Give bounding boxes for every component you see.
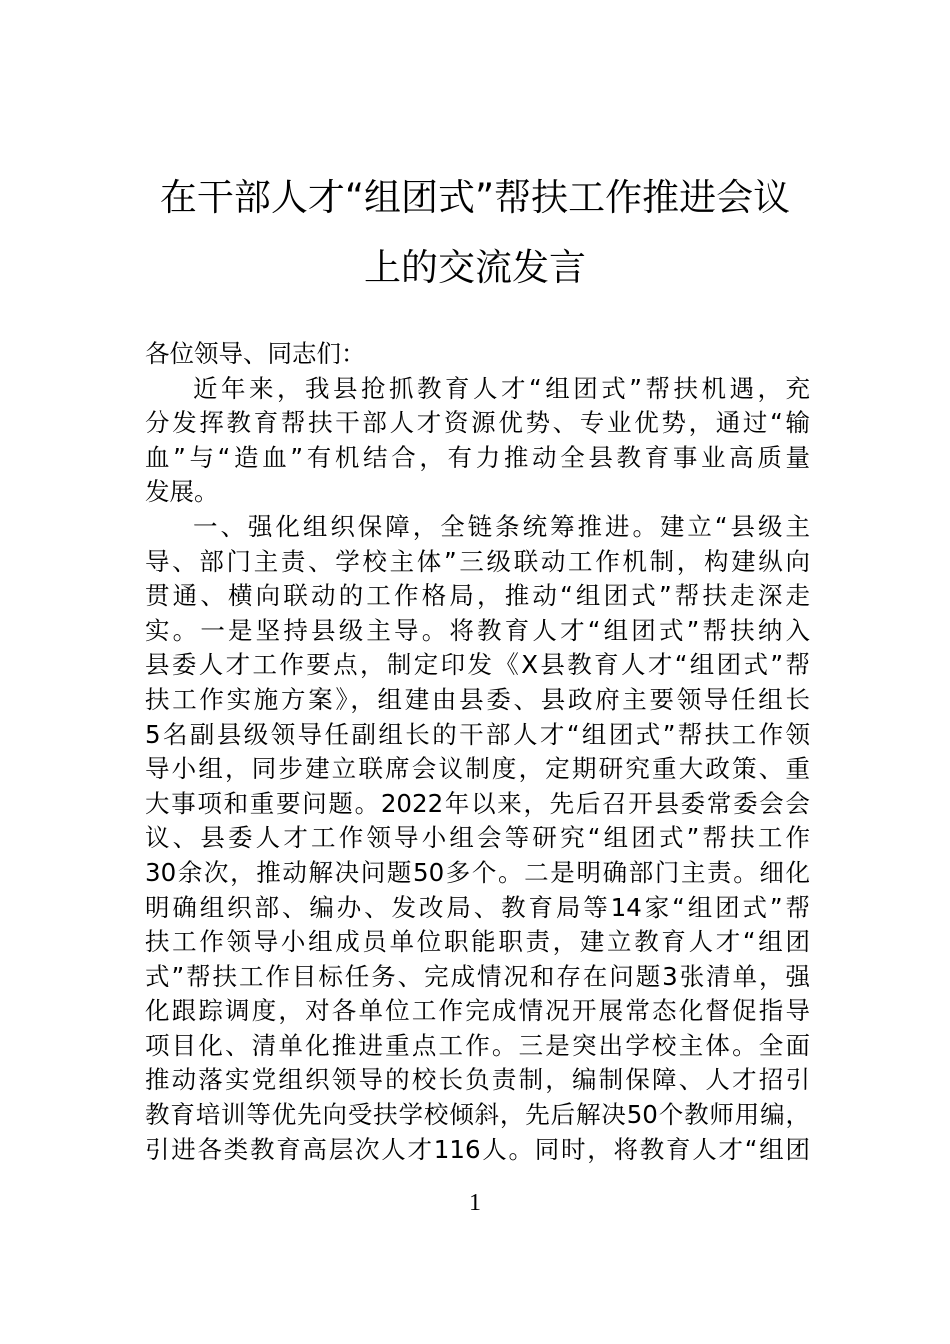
body-line: 大事项和重要问题。2022年以来，先后召开县委常委会会 [145, 788, 810, 818]
body-line: 贯通、横向联动的工作格局，推动“组团式”帮扶走深走 [145, 581, 810, 611]
section-heading-line: 一、强化组织保障，全链条统筹推进。建立“县级主 [193, 511, 810, 541]
body-line: 扶工作实施方案》，组建由县委、县政府主要领导任组长 [145, 684, 810, 714]
body-line: 议、县委人才工作领导小组会等研究“组团式”帮扶工作 [145, 823, 810, 853]
body-line: 导小组，同步建立联席会议制度，定期研究重大政策、重 [145, 754, 810, 784]
body-line: 引进各类教育高层次人才116人。同时，将教育人才“组团 [145, 1134, 810, 1164]
body-line: 5名副县级领导任副组长的干部人才“组团式”帮扶工作领 [145, 719, 810, 749]
body-line: 扶工作领导小组成员单位职能职责，建立教育人才“组团 [145, 927, 810, 957]
body-line: 项目化、清单化推进重点工作。三是突出学校主体。全面 [145, 1030, 810, 1060]
salutation: 各位领导、同志们： [145, 339, 366, 368]
body-line: 30余次，推动解决问题50多个。二是明确部门主责。细化 [145, 857, 810, 887]
body-line: 血”与“造血”有机结合，有力推动全县教育事业高质量 [145, 442, 810, 472]
page-number: 1 [469, 1190, 481, 1216]
document-title-line-2: 上的交流发言 [364, 246, 586, 289]
body-line: 县委人才工作要点，制定印发《X县教育人才“组团式”帮 [145, 650, 810, 680]
body-line: 导、部门主责、学校主体”三级联动工作机制，构建纵向 [145, 546, 810, 576]
document-title-line-1: 在干部人才“组团式”帮扶工作推进会议 [159, 176, 791, 219]
body-line: 化跟踪调度，对各单位工作完成情况开展常态化督促指导 [145, 996, 810, 1026]
body-line: 近年来，我县抢抓教育人才“组团式”帮扶机遇，充 [193, 373, 810, 403]
body-line: 教育培训等优先向受扶学校倾斜，先后解决50个教师用编， [145, 1100, 810, 1130]
body-line: 明确组织部、编办、发改局、教育局等14家“组团式”帮 [145, 892, 810, 922]
body-line: 发展。 [145, 477, 219, 507]
body-line: 推动落实党组织领导的校长负责制，编制保障、人才招引 [145, 1065, 810, 1095]
body-line: 实。一是坚持县级主导。将教育人才“组团式”帮扶纳入 [145, 615, 810, 645]
body-line: 分发挥教育帮扶干部人才资源优势、专业优势，通过“输 [145, 408, 810, 438]
body-line: 式”帮扶工作目标任务、完成情况和存在问题3张清单，强 [145, 961, 810, 991]
document-body [145, 337, 810, 1167]
